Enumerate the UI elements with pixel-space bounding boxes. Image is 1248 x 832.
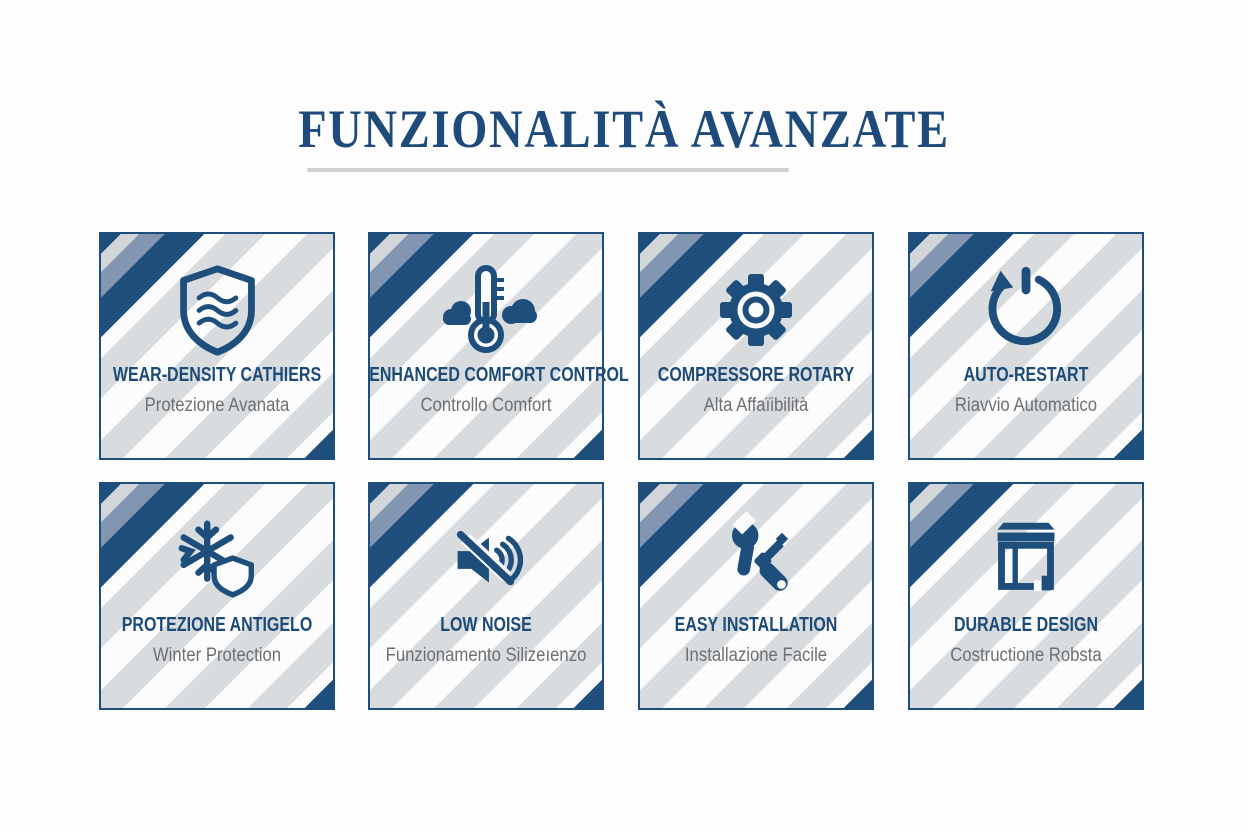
card-subtitle: Controllo Comfort <box>420 395 552 416</box>
gear-icon <box>640 258 872 362</box>
feature-card <box>368 232 629 460</box>
thermometer-clouds-icon <box>370 258 602 362</box>
restart-icon <box>910 258 1142 362</box>
muted-speaker-icon <box>370 508 602 612</box>
card-title: COMPRESSORE ROTARY <box>657 364 855 386</box>
card-subtitle: Alta Affaïibilità <box>703 395 809 416</box>
card-subtitle: Winter Protection <box>152 645 282 666</box>
shield-waves-icon <box>101 258 333 362</box>
card-title: EASY INSTALLATION <box>674 614 838 636</box>
page-title: FUNZIONALITÀ AVANZATE <box>298 99 950 159</box>
feature-card <box>638 482 874 710</box>
feature-card <box>908 482 1144 710</box>
card-title: DURABLE DESIGN <box>953 614 1098 636</box>
card-title: WEAR-DENSITY CATHIERS <box>112 364 322 386</box>
feature-card <box>99 482 335 710</box>
feature-card <box>908 232 1144 460</box>
card-subtitle: Installazione Facile <box>684 645 828 666</box>
card-subtitle: Costructione Robsta <box>950 645 1102 666</box>
wrench-screwdriver-icon <box>640 508 872 612</box>
card-subtitle: Funzionamento Silizeıenzo <box>385 645 587 666</box>
ac-unit-icon <box>910 508 1142 612</box>
feature-card <box>368 482 604 710</box>
snowflake-shield-icon <box>101 508 333 612</box>
card-subtitle: Protezione Avanata <box>144 395 290 416</box>
card-title: ENHANCED COMFORT CONTROL <box>369 364 629 386</box>
card-title: PROTEZIONE ANTIGELO <box>121 614 313 636</box>
feature-card <box>638 232 874 460</box>
card-subtitle: Riavvio Automatico <box>954 395 1098 416</box>
feature-card <box>99 232 335 460</box>
card-title: AUTO-RESTART <box>963 364 1089 386</box>
card-title: LOW NOISE <box>440 614 532 636</box>
title-underline <box>307 168 789 172</box>
